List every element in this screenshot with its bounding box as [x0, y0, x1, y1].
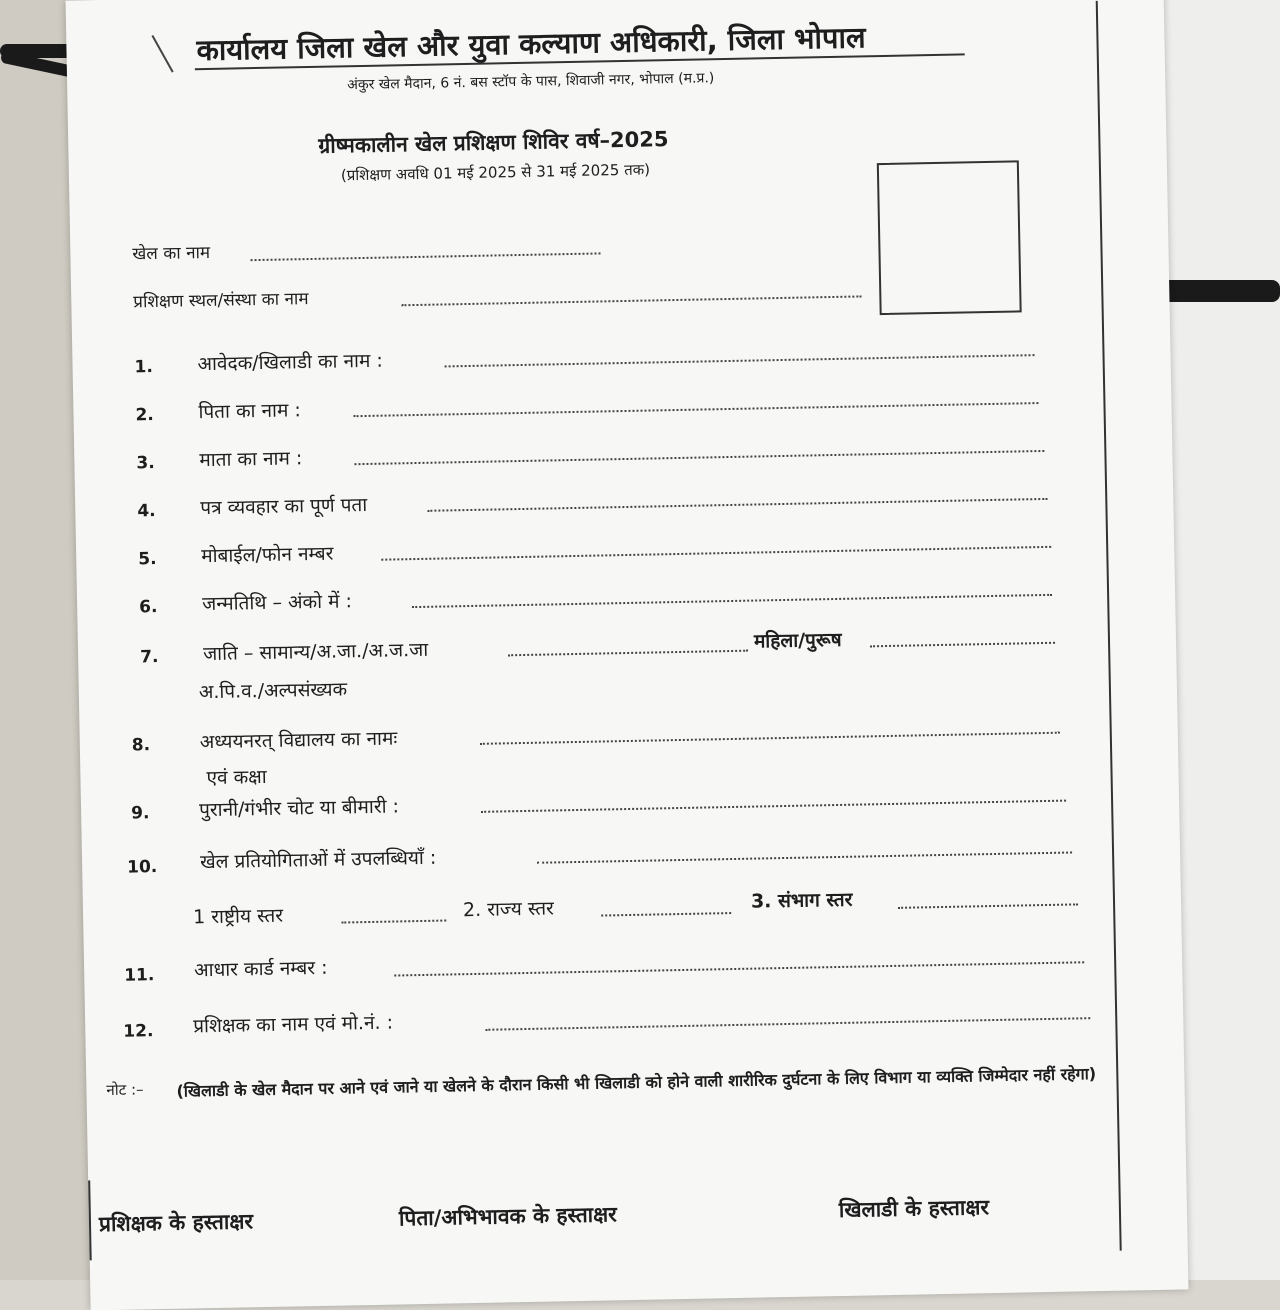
field-label: पत्र व्यवहार का पूर्ण पता	[200, 493, 368, 520]
form-sheet	[66, 0, 1189, 1310]
sport-name-line[interactable]	[251, 252, 601, 261]
parent-signature-label: पिता/अभिभावक के हस्ताक्षर	[398, 1202, 617, 1231]
field-number: 6.	[138, 597, 158, 618]
field-line[interactable]	[381, 546, 1051, 561]
field-label: मोबाईल/फोन नम्बर	[201, 542, 334, 568]
field-number: 10.	[126, 857, 158, 878]
field-label: आधार कार्ड नम्बर :	[193, 956, 328, 982]
division-level-line[interactable]	[898, 903, 1078, 908]
field-label: पुरानी/गंभीर चोट या बीमारी :	[198, 795, 400, 822]
field-label: पिता का नाम :	[198, 399, 301, 424]
division-level-label: 3. संभाग स्तर	[750, 888, 853, 913]
field-line[interactable]	[394, 961, 1084, 976]
field-label: जन्मतिथि – अंको में :	[201, 590, 353, 616]
state-level-label: 2. राज्य स्तर	[462, 897, 555, 922]
national-level-label: 1 राष्ट्रीय स्तर	[192, 904, 284, 929]
field-number: 8.	[131, 735, 151, 756]
field-line[interactable]	[354, 402, 1039, 417]
office-title: कार्यालय जिला खेल और युवा कल्याण अधिकारी, जिला भोपाल	[196, 20, 866, 68]
field-line[interactable]	[481, 800, 1066, 813]
field-line[interactable]	[445, 354, 1035, 367]
office-address: अंकुर खेल मैदान, 6 नं. बस स्टॉप के पास, शिवाजी नगर, भोपाल (म.प्र.)	[347, 70, 715, 94]
field-number: 1.	[134, 357, 154, 378]
field-label: माता का नाम :	[199, 447, 303, 472]
field-number: 9.	[130, 803, 150, 824]
field-number: 5.	[138, 549, 157, 570]
field-number: 3.	[136, 453, 155, 474]
field-line[interactable]	[427, 498, 1047, 512]
field-number: 4.	[137, 501, 156, 522]
field-label-line2: अ.पि.व./अल्पसंख्यक	[198, 678, 348, 704]
field-number: 12.	[123, 1021, 154, 1042]
field-label: जाति – सामान्य/अ.जा./अ.ज.जा	[202, 638, 429, 666]
coach-signature-label: प्रशिक्षक के हस्ताक्षर	[98, 1209, 254, 1237]
field-number: 7.	[139, 646, 159, 668]
field-label-line2: एवं कक्षा	[206, 765, 267, 790]
note-text: (खिलाडी के खेल मैदान पर आने एवं जाने या खेलने के दौरान किसी भी खिलाडी को होने वाली शारीरिक दुर्घटना के लिए विभाग या व्यक्ति जिम्मेदार नहीं रहेगा)	[176, 1064, 1097, 1101]
field-line[interactable]	[354, 450, 1044, 465]
field-label: प्रशिक्षक का नाम एवं मो.नं. :	[193, 1011, 394, 1038]
field-label: अध्ययनरत् विद्यालय का नामः	[199, 727, 398, 754]
field-label: खेल प्रतियोगिताओं में उपलब्धियाँ :	[199, 846, 437, 874]
photo-box	[877, 160, 1022, 315]
venue-name-label: प्रशिक्षण स्थल/संस्था का नाम	[133, 289, 309, 313]
field-number: 11.	[124, 965, 155, 986]
left-margin-rule	[88, 1180, 92, 1260]
camp-title: ग्रीष्मकालीन खेल प्रशिक्षण शिविर वर्ष–2025	[318, 127, 669, 158]
player-signature-label: खिलाडी के हस्ताक्षर	[838, 1195, 990, 1223]
field-line[interactable]	[412, 594, 1052, 608]
pen-mark	[151, 35, 173, 73]
field-line[interactable]	[537, 851, 1072, 863]
note-label: नोट :–	[106, 1080, 144, 1100]
sport-name-label: खेल का नाम	[132, 242, 211, 265]
field-number: 2.	[135, 405, 154, 426]
gender-label: महिला/पुरूष	[753, 628, 842, 653]
camp-period: (प्रशिक्षण अवधि 01 मई 2025 से 31 मई 2025 तक)	[340, 160, 651, 185]
national-level-line[interactable]	[341, 920, 446, 924]
gender-line[interactable]	[870, 642, 1055, 648]
field-line[interactable]	[485, 1017, 1090, 1031]
field-line[interactable]	[508, 650, 748, 657]
field-line[interactable]	[480, 732, 1060, 745]
venue-name-line[interactable]	[401, 295, 861, 306]
state-level-line[interactable]	[601, 912, 731, 916]
field-label: आवेदक/खिलाडी का नाम :	[197, 349, 383, 376]
